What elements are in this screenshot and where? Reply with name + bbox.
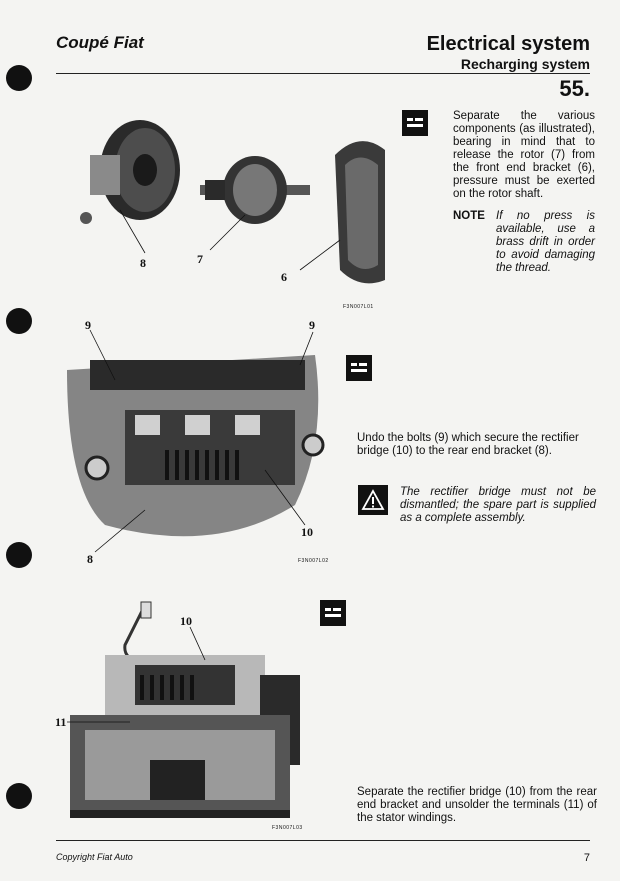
page-number: 7 (583, 852, 590, 864)
step3-instruction: Separate the rectifier bridge (10) from the rear end bracket and unsolder the terminals (11) of the stator windings. (357, 786, 597, 824)
procedure-icon (402, 110, 428, 136)
figure-rectifier-terminals (55, 600, 305, 825)
callout-11: 11 (55, 715, 67, 729)
callout-8: 8 (140, 256, 146, 270)
callout-8: 8 (87, 552, 93, 566)
copyright: Copyright Fiat Auto (56, 852, 133, 862)
page-title: Electrical system (426, 33, 590, 55)
note-label: NOTE (453, 210, 485, 222)
figure-alternator-exploded (60, 110, 400, 305)
callout-7: 7 (197, 252, 203, 266)
brand-title: Coupé Fiat (56, 33, 144, 52)
step2-instruction: Undo the bolts (9) which secure the rectifier bridge (10) to the rear end bracket (8). (357, 432, 579, 457)
callout-9-right: 9 (309, 318, 315, 332)
section-number: 55. (559, 76, 590, 101)
callout-9-left: 9 (85, 318, 91, 332)
callout-10: 10 (301, 525, 313, 539)
warning-icon (358, 485, 388, 515)
binder-hole (6, 308, 32, 334)
binder-hole (6, 542, 32, 568)
callout-10: 10 (180, 614, 192, 628)
header-rule (56, 73, 590, 74)
step1-instruction: Separate the various components (as illustrated), bearing in mind that to release the rotor (7) from the front end bracket (6), pressure must be exerted on the rotor shaft. (453, 110, 595, 200)
footer-rule (56, 840, 590, 841)
callout-6: 6 (281, 270, 287, 284)
figure-code: F3N007L01 (343, 304, 374, 310)
procedure-icon (346, 355, 372, 381)
note-text: If no press is available, use a brass drift in order to avoid damaging the thread. (496, 210, 595, 274)
binder-hole (6, 783, 32, 809)
page-subtitle: Recharging system (460, 56, 590, 72)
procedure-icon (320, 600, 346, 626)
figure-code: F3N007L02 (298, 558, 329, 564)
figure-code: F3N007L03 (272, 825, 303, 831)
binder-hole (6, 65, 32, 91)
warning-text: The rectifier bridge must not be dismantled; the spare part is supplied as a complete assembly. (400, 486, 596, 524)
